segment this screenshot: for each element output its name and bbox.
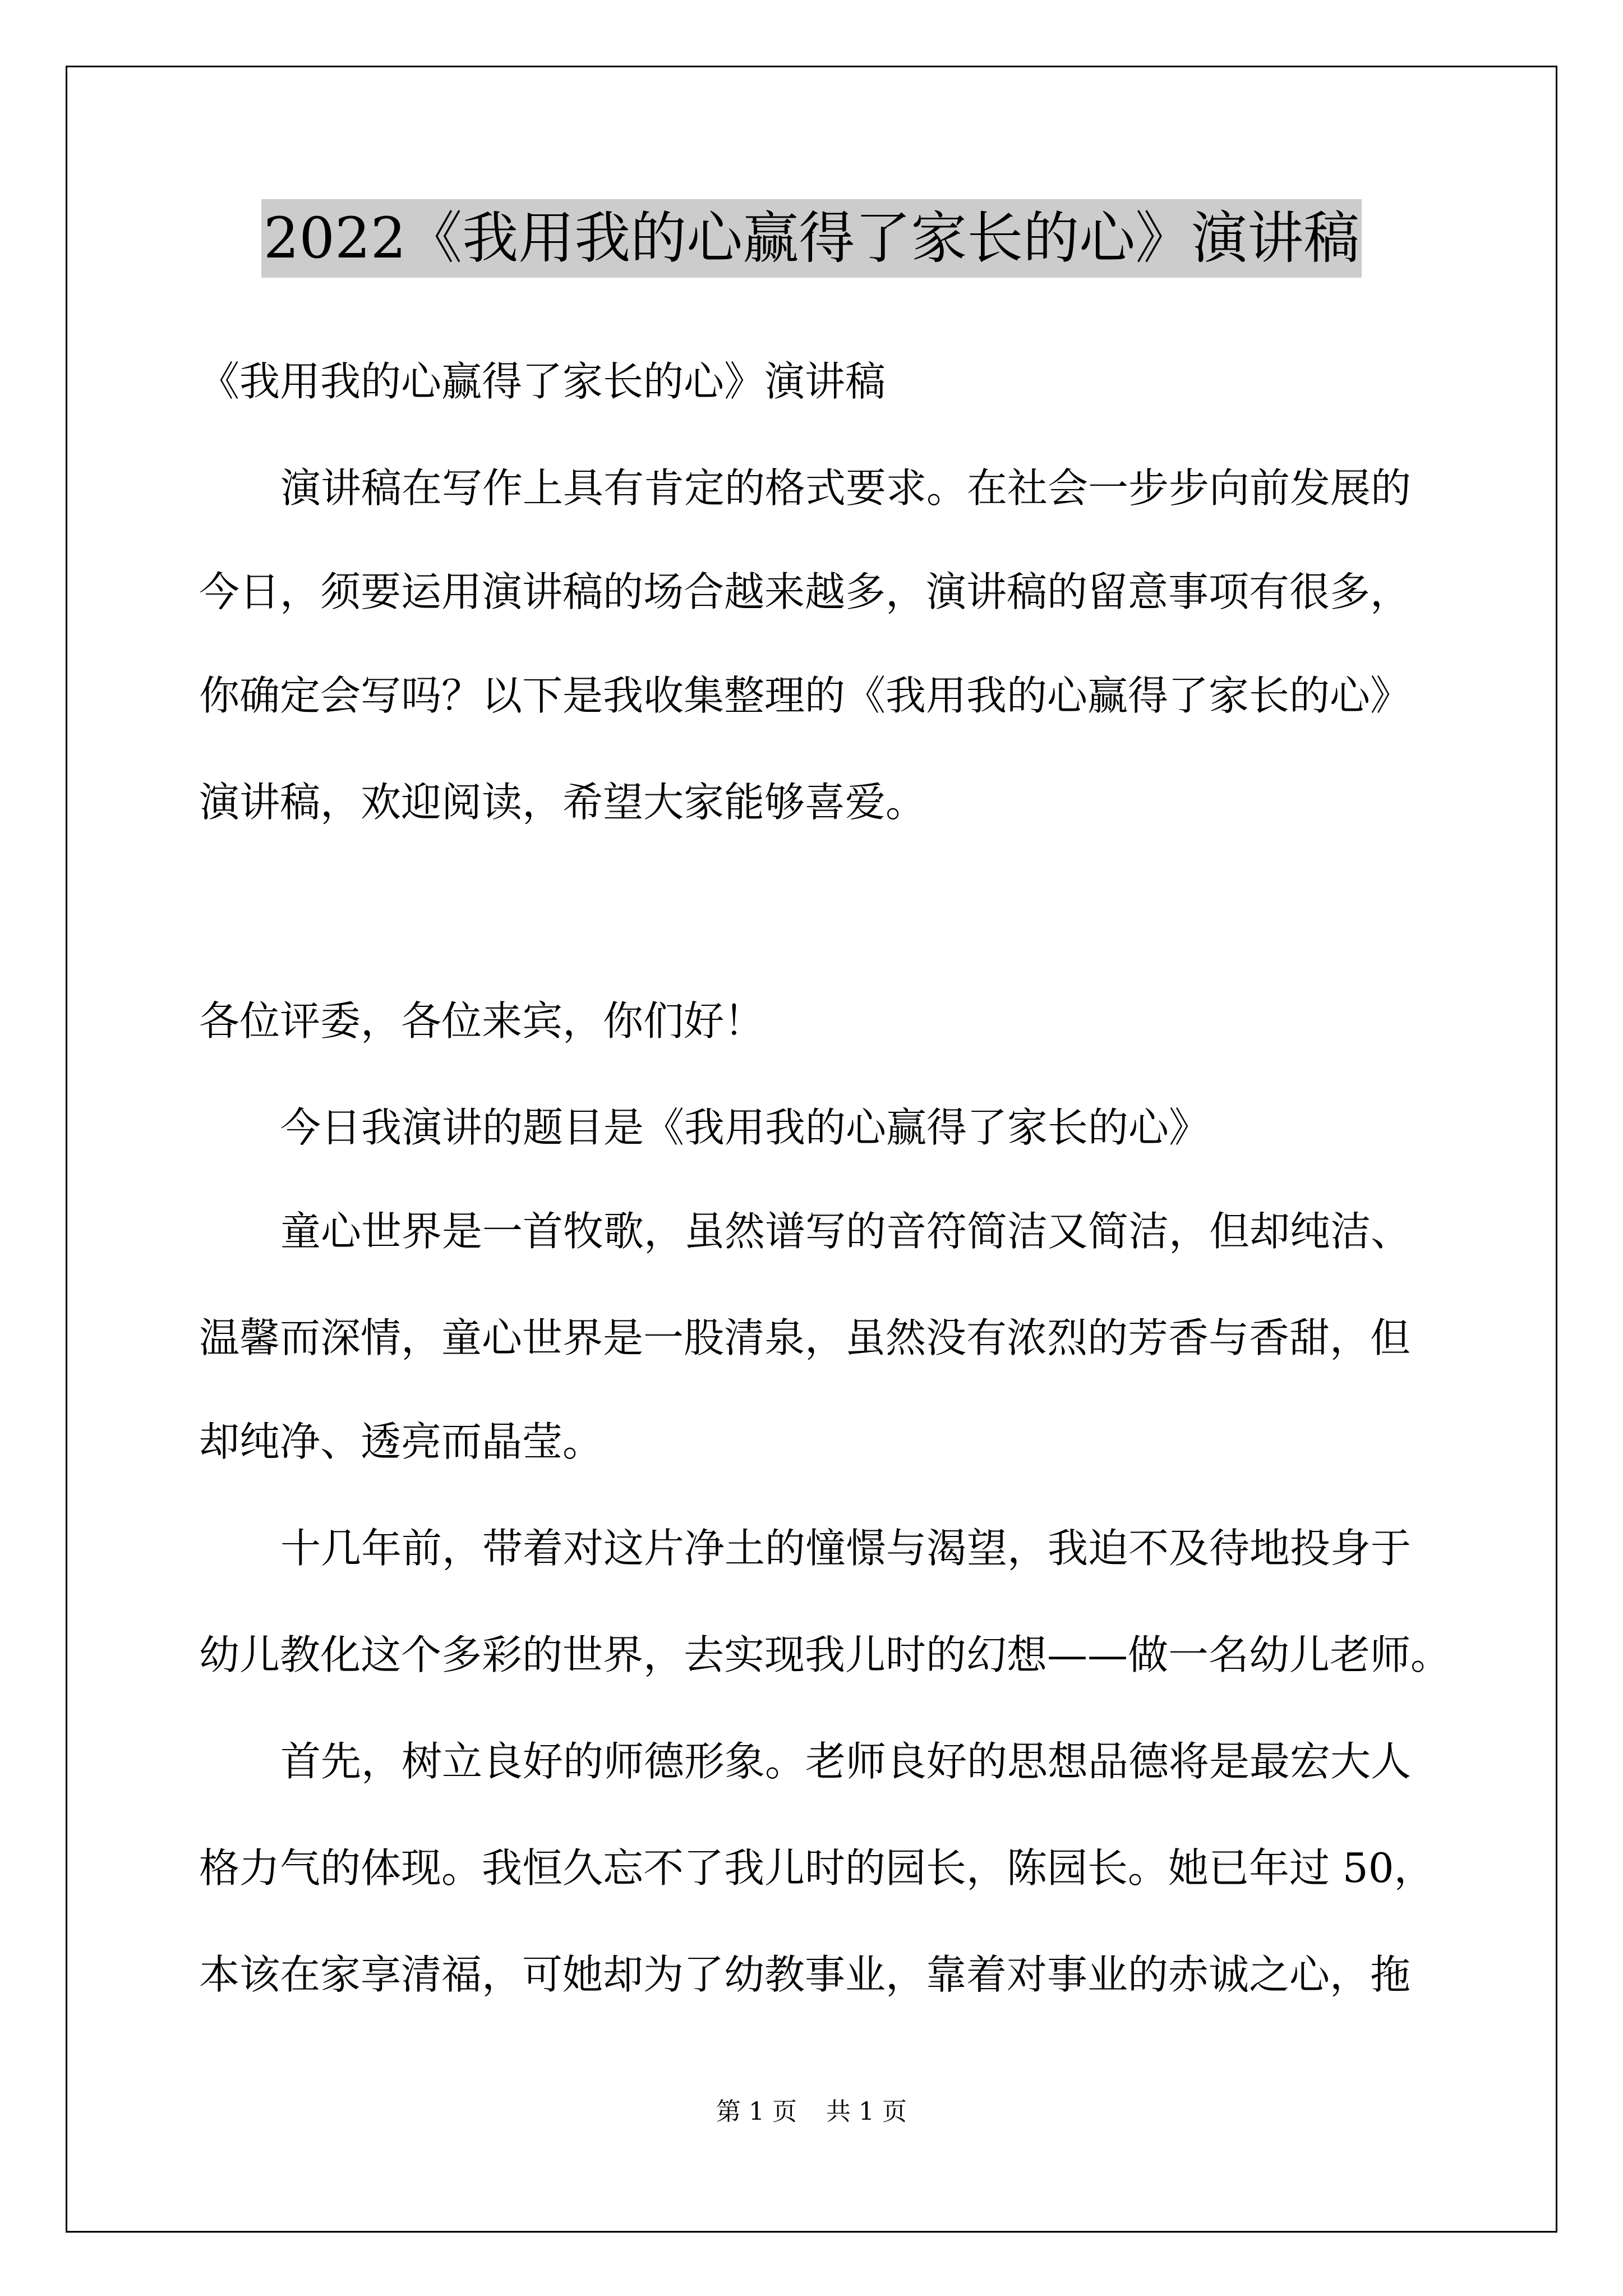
text-line: 你确定会写吗？以下是我收集整理的《我用我的心赢得了家长的心》 <box>199 672 1411 719</box>
page-number: 第 1 页 <box>716 2097 797 2126</box>
text-line: 今日，须要运用演讲稿的场合越来越多，演讲稿的留意事项有很多， <box>199 568 1411 615</box>
document-title: 2022《我用我的心赢得了家长的心》演讲稿 <box>261 199 1362 278</box>
title-container <box>66 199 1557 278</box>
greeting-line: 各位评委，各位来宾，你们好！ <box>199 997 765 1045</box>
text-line: 演讲稿，欢迎阅读，希望大家能够喜爱。 <box>199 779 926 826</box>
text-line: 演讲稿在写作上具有肯定的格式要求。在社会一步步向前发展的 <box>280 464 1412 512</box>
subtitle-line: 《我用我的心赢得了家长的心》演讲稿 <box>199 358 886 405</box>
text-line: 本该在家享清福，可她却为了幼教事业，靠着对事业的赤诚之心，拖 <box>199 1951 1411 1998</box>
text-line: 十几年前，带着对这片净土的憧憬与渴望，我迫不及待地投身于 <box>280 1525 1412 1572</box>
page-total: 共 1 页 <box>826 2097 907 2126</box>
text-line: 格力气的体现。我恒久忘不了我儿时的园长，陈园长。她已年过 50， <box>199 1844 1435 1892</box>
text-line: 却纯净、透亮而晶莹。 <box>199 1418 603 1465</box>
text-line: 童心世界是一首牧歌，虽然谱写的音符简洁又简洁，但却纯洁、 <box>280 1208 1412 1255</box>
text-line: 温馨而深情，童心世界是一股清泉，虽然没有浓烈的芳香与香甜，但 <box>199 1314 1411 1361</box>
text-line: 今日我演讲的题目是《我用我的心赢得了家长的心》 <box>280 1104 1210 1151</box>
page-footer <box>66 2095 1557 2129</box>
text-line: 首先，树立良好的师德形象。老师良好的思想品德将是最宏大人 <box>280 1738 1412 1785</box>
text-line: 幼儿教化这个多彩的世界，去实现我儿时的幻想——做一名幼儿老师。 <box>199 1631 1451 1678</box>
